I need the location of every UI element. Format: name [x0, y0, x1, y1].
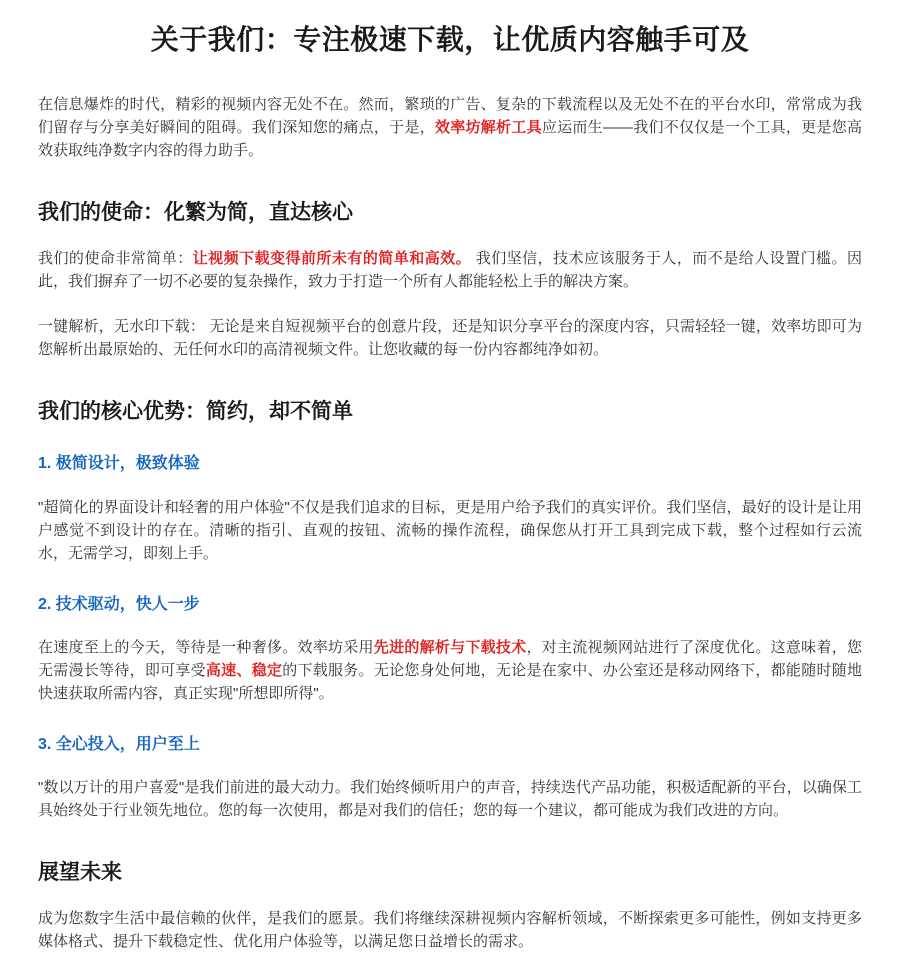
- mission-paragraph-1: [38, 247, 862, 293]
- text-segment: 我们坚信，技术应该服务于人，而不是给人设置门槛。因此，我们摒弃了一切不必要的复杂操作，致力于打造一个所有人都能轻松上手的解决方案。: [38, 250, 862, 291]
- text-segment: 我们的使命非常简单：: [38, 250, 193, 268]
- text-segment: 在信息爆炸的时代，精彩的视频内容无处不在。然而，繁琐的广告、复杂的下载流程以及无处不在的平台水印，常常成为我们留存与分享美好瞬间的阻碍。我们深知您的痛点，于是，: [38, 96, 862, 136]
- text-segment: ，对主流视频网站进行了深度优化。这意味着，您无需漫长等待，即可享受: [38, 638, 862, 679]
- page-title: 关于我们：专注极速下载，让优质内容触手可及: [150, 24, 750, 55]
- advantage-paragraph-3: [38, 776, 862, 822]
- text-segment: 成为您数字生活中最信赖的伙伴，是我们的愿景。我们将继续深耕视频内容解析领域，不断探索更多可能性，例如支持更多媒体格式、提升下载稳定性、优化用户体验等，以满足您日益增长的需求。: [38, 910, 862, 951]
- future-heading: 展望未来: [38, 860, 122, 884]
- advantage-paragraph-1: [38, 496, 862, 565]
- text-segment: "超简化的界面设计和轻奢的用户体验"不仅是我们追求的目标，更是用户给予我们的真实评价。我们坚信，最好的设计是让用户感觉不到设计的存在。清晰的指引、直观的按钮、流畅的操作流程，确保您从打开工具到完成下载，整个过程如行云流水，无需学习，即刻上手。: [38, 498, 862, 562]
- text-segment: 的下载服务。无论您身处何地，无论是在家中、办公室还是移动网络下，都能随时随地快速获取所需内容，真正实现"所想即所得"。: [38, 661, 862, 702]
- highlighted-text: 让视频下载变得前所未有的简单和高效。: [192, 250, 472, 268]
- text-segment: "数以万计的用户喜爱"是我们前进的最大动力。我们始终倾听用户的声音，持续迭代产品功能，积极适配新的平台，以确保工具始终处于行业领先地位。您的每一次使用，都是对我们的信任；您的每一个建议，都可能成为我们改进的方向。: [38, 778, 862, 819]
- mission-heading: 我们的使命：化繁为简，直达核心: [38, 201, 353, 224]
- intro-paragraph: [38, 93, 862, 162]
- advantage-paragraph-2: [38, 636, 862, 705]
- highlighted-text: 先进的解析与下载技术: [373, 638, 527, 656]
- text-segment: 一键解析，无水印下载： 无论是来自短视频平台的创意片段，还是知识分享平台的深度内容，只需轻轻一键，效率坊即可为您解析出最原始的、无任何水印的高清视频文件。让您收藏的每一份内容都纯净如初。: [38, 318, 862, 359]
- mission-paragraph-2: [38, 315, 862, 361]
- text-segment: 应运而生——我们不仅仅是一个工具，更是您高效获取纯净数字内容的得力助手。: [38, 119, 862, 159]
- advantages-heading: 我们的核心优势：简约，却不简单: [38, 400, 353, 424]
- advantage-subheading-3: 3. 全心投入，用户至上: [38, 735, 200, 753]
- future-paragraph: [38, 907, 862, 953]
- highlighted-text: 效率坊解析工具: [434, 119, 542, 136]
- advantage-subheading-2: 2. 技术驱动，快人一步: [38, 595, 200, 613]
- advantage-subheading-1: 1. 极简设计，极致体验: [38, 455, 200, 473]
- text-segment: 在速度至上的今天，等待是一种奢侈。效率坊采用: [38, 638, 374, 656]
- highlighted-text: 高速、稳定: [205, 661, 283, 679]
